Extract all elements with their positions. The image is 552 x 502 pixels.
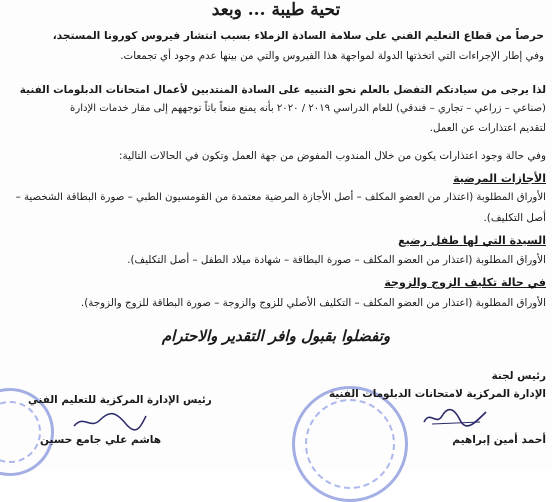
case-docs-sick-leave-line1: الأوراق المطلوبة (اعتذار من العضو المكلف – أصل الأجازة المرضية معتمدة من القومسيون الطبي – صورة البطاقة الشخصية – bbox=[15, 192, 546, 203]
paragraph-cases-intro: وفي حالة وجود اعتذارات يكون من خلال المندوب المفوض من جهة العمل وتكون في الحالات التالية: bbox=[118, 150, 546, 162]
greeting: تحية طيبة ... وبعد bbox=[211, 0, 341, 20]
paragraph-instruction-line3: لتقديم اعتذارات عن العمل. bbox=[429, 122, 546, 134]
case-docs-spouses: الأوراق المطلوبة (اعتذار من العضو المكلف – التكليف الأصلي للزوج والزوجة – صورة البطاقة للزوج والزوجة). bbox=[80, 297, 546, 309]
signatory-right-name: أحمد أمين إبراهيم bbox=[452, 434, 546, 446]
signature-right bbox=[420, 404, 490, 430]
signatory-left-name: هاشم علي جامع حسين bbox=[40, 434, 162, 446]
signature-left bbox=[70, 410, 150, 434]
paragraph-instruction-line2: (صناعي – زراعي – تجاري – فندقي) للعام الدراسي ٢٠١٩ / ٢٠٢٠ بأنه يمنع منعاً باتاً توجههم إلى مقار خدمات الإدارة bbox=[70, 103, 546, 114]
paragraph-instruction-line1: لذا يرجى من سيادتكم التفضل بالعلم نحو التنبيه على السادة المنتدبين لأعمال امتحانات الدبلومات الفنية bbox=[19, 84, 546, 96]
case-heading-sick-leave: الأجازات المرضية bbox=[453, 172, 546, 185]
case-heading-spouses: في حالة تكليف الزوج والزوجة bbox=[384, 276, 546, 289]
paragraph-intro: حرصاً من قطاع التعليم الفني على سلامة السادة الزملاء بسبب انتشار فيروس كورونا المستجد، bbox=[52, 30, 544, 42]
case-heading-nursing-mother: السيدة التي لها طفل رضيع bbox=[398, 234, 546, 247]
signatory-right-department: الإدارة المركزية لامتحانات الدبلومات الفنية bbox=[328, 388, 546, 400]
case-docs-sick-leave-line2: أصل التكليف). bbox=[483, 212, 546, 224]
closing-line: وتفضلوا بقبول وافر التقدير والاحترام bbox=[161, 327, 391, 345]
signatory-right-title: رئيس لجنة bbox=[491, 370, 546, 382]
signatory-left-title: رئيس الإدارة المركزية للتعليم الفني bbox=[28, 394, 212, 406]
official-seal-stamp bbox=[292, 386, 408, 502]
case-docs-nursing-mother: الأوراق المطلوبة (اعتذار من العضو المكلف – صورة البطاقة – شهادة ميلاد الطفل – أصل التكليف). bbox=[127, 254, 546, 266]
paragraph-context: وفي إطار الإجراءات التي اتخذتها الدولة لمواجهة هذا الفيروس والتي من بينها عدم وجود أي تجمعات. bbox=[120, 50, 544, 62]
